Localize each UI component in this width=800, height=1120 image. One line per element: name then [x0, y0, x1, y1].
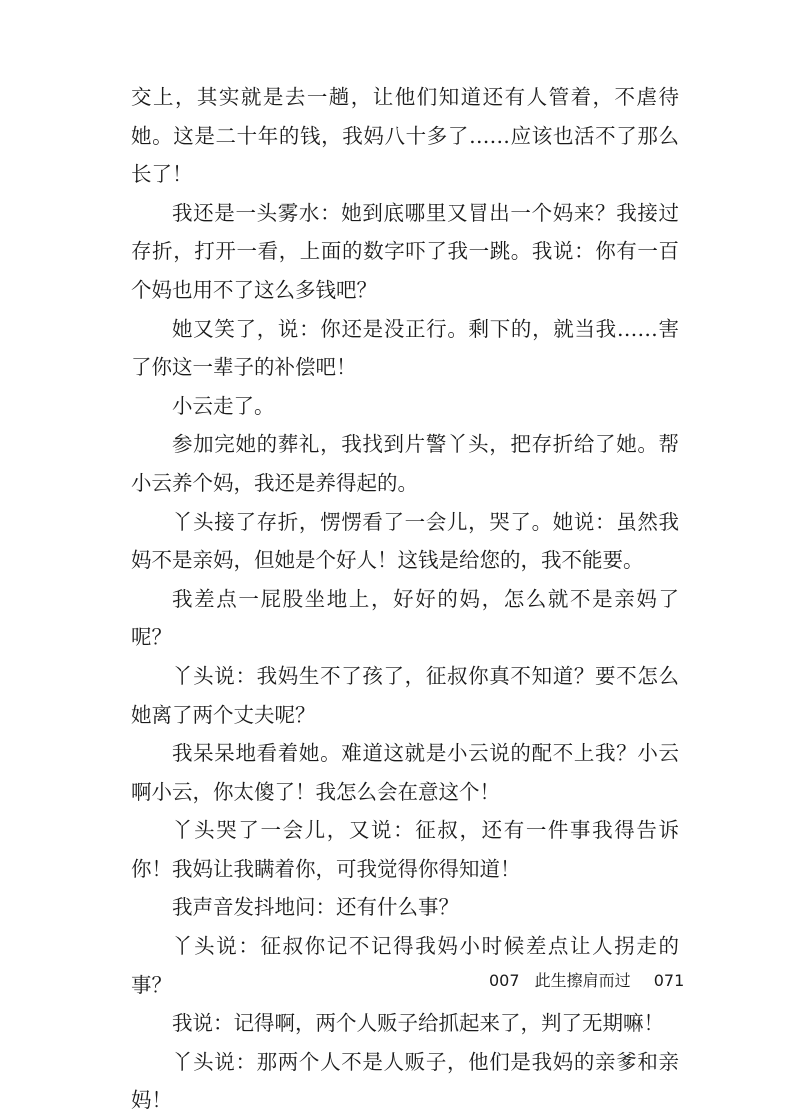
chapter-title: 此生擦肩而过	[534, 971, 631, 990]
paragraph: 我还是一头雾水：她到底哪里又冒出一个妈来？我接过存折，打开一看，上面的数字吓了我一跳。我说：你有一百个妈也用不了这么多钱吧？	[131, 200, 679, 302]
paragraph: 小云走了。	[172, 393, 275, 418]
paragraph: 她又笑了，说：你还是没正行。剩下的，就当我……害了你这一辈子的补偿吧！	[131, 316, 679, 380]
paragraph: 我声音发抖地问：还有什么事？	[172, 895, 459, 920]
paragraph: 交上，其实就是去一趟，让他们知道还有人管着，不虐待她。这是二十年的钱，我妈八十多了……应该也活不了那么长了！	[131, 85, 679, 187]
paragraph: 丫头说：征叔你记不记得我妈小时候差点让人拐走的事？	[131, 934, 679, 997]
paragraph: 我差点一屁股坐地上，好好的妈，怎么就不是亲妈了呢？	[131, 586, 679, 650]
paragraph: 丫头说：我妈生不了孩了，征叔你真不知道？要不怎么她离了两个丈夫呢？	[131, 663, 679, 727]
page-footer	[489, 968, 684, 991]
paragraph: 参加完她的葬礼，我找到片警丫头，把存折给了她。帮小云养个妈，我还是养得起的。	[131, 432, 679, 495]
page-number: 071	[653, 971, 685, 990]
paragraph: 丫头哭了一会儿，又说：征叔，还有一件事我得告诉你！我妈让我瞒着你，可我觉得你得知道！	[131, 818, 679, 881]
body-text	[131, 78, 679, 1120]
paragraph: 丫头说：那两个人不是人贩子，他们是我妈的亲爹和亲妈！	[131, 1049, 679, 1113]
chapter-number: 007	[489, 971, 520, 990]
paragraph: 我说：记得啊，两个人贩子给抓起来了，判了无期嘛！	[172, 1011, 664, 1036]
paragraph: 我呆呆地看着她。难道这就是小云说的配不上我？小云啊小云，你太傻了！我怎么会在意这个！	[131, 741, 679, 804]
paragraph: 丫头接了存折，愣愣看了一会儿，哭了。她说：虽然我妈不是亲妈，但她是个好人！这钱是给您的，我不能要。	[131, 509, 679, 573]
